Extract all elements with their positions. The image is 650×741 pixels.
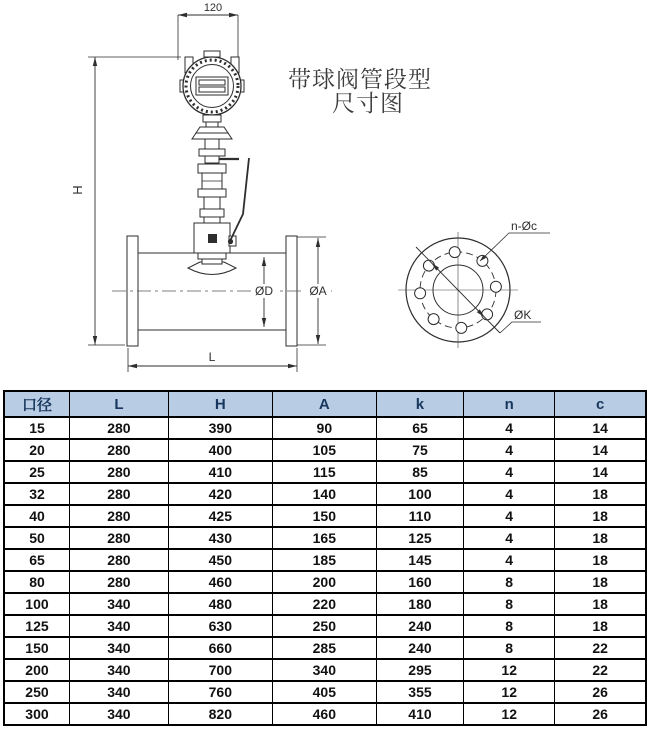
table-cell: 160 <box>376 571 463 593</box>
table-cell: 18 <box>555 571 646 593</box>
valve-lever-handle <box>230 158 249 241</box>
table-cell: 26 <box>555 681 646 703</box>
table-cell: 12 <box>464 681 555 703</box>
column-header: n <box>464 391 555 417</box>
dimension-table-header <box>4 391 646 417</box>
table-cell: 340 <box>69 637 168 659</box>
table-cell: 280 <box>69 461 168 483</box>
table-cell: 200 <box>272 571 376 593</box>
dim-label-n-Oc: n-Øc <box>511 219 538 233</box>
table-cell: 185 <box>272 549 376 571</box>
table-cell: 115 <box>272 461 376 483</box>
table-row <box>4 571 646 593</box>
table-row <box>4 461 646 483</box>
flange-face-view <box>398 219 550 348</box>
table-cell: 40 <box>4 505 69 527</box>
table-cell: 50 <box>4 527 69 549</box>
table-cell: 280 <box>69 417 168 439</box>
dim-label-OA: ØA <box>309 284 327 298</box>
column-header: k <box>376 391 463 417</box>
table-cell: 125 <box>376 527 463 549</box>
dimension-table-body <box>4 417 646 725</box>
table-cell: 390 <box>168 417 272 439</box>
table-cell: 150 <box>4 637 69 659</box>
table-cell: 85 <box>376 461 463 483</box>
table-cell: 80 <box>4 571 69 593</box>
table-cell: 280 <box>69 439 168 461</box>
dimension-table <box>3 390 647 726</box>
table-cell: 4 <box>464 505 555 527</box>
table-cell: 280 <box>69 571 168 593</box>
table-cell: 240 <box>376 637 463 659</box>
dim-label-L: L <box>208 350 216 364</box>
table-cell: 15 <box>4 417 69 439</box>
column-header: L <box>69 391 168 417</box>
dim-label-OD: ØD <box>255 284 273 298</box>
dim-label-OK: ØK <box>514 308 532 322</box>
table-cell: 820 <box>168 703 272 725</box>
table-cell: 18 <box>555 483 646 505</box>
table-cell: 660 <box>168 637 272 659</box>
table-cell: 760 <box>168 681 272 703</box>
table-cell: 4 <box>464 461 555 483</box>
table-cell: 12 <box>464 659 555 681</box>
dim-label-120: 120 <box>203 2 223 14</box>
table-cell: 280 <box>69 505 168 527</box>
table-cell: 75 <box>376 439 463 461</box>
table-cell: 150 <box>272 505 376 527</box>
table-cell: 300 <box>4 703 69 725</box>
table-cell: 180 <box>376 593 463 615</box>
table-cell: 410 <box>168 461 272 483</box>
table-cell: 220 <box>272 593 376 615</box>
table-cell: 280 <box>69 549 168 571</box>
table-cell: 65 <box>376 417 463 439</box>
table-cell: 22 <box>555 659 646 681</box>
table-cell: 100 <box>4 593 69 615</box>
table-cell: 4 <box>464 549 555 571</box>
table-cell: 105 <box>272 439 376 461</box>
table-cell: 32 <box>4 483 69 505</box>
title-line-2: 尺寸图 <box>332 90 404 116</box>
table-cell: 25 <box>4 461 69 483</box>
drawing-title <box>288 66 432 116</box>
table-cell: 280 <box>69 527 168 549</box>
dimension-L <box>128 348 297 372</box>
table-cell: 14 <box>555 439 646 461</box>
table-row <box>4 527 646 549</box>
table-cell: 8 <box>464 593 555 615</box>
table-cell: 18 <box>555 593 646 615</box>
table-cell: 140 <box>272 483 376 505</box>
table-cell: 250 <box>4 681 69 703</box>
table-row <box>4 549 646 571</box>
table-cell: 340 <box>272 659 376 681</box>
title-line-1: 带球阀管段型 <box>288 66 432 92</box>
table-cell: 8 <box>464 571 555 593</box>
table-cell: 4 <box>464 483 555 505</box>
table-cell: 295 <box>376 659 463 681</box>
table-cell: 420 <box>168 483 272 505</box>
table-cell: 14 <box>555 417 646 439</box>
table-cell: 280 <box>69 483 168 505</box>
table-cell: 340 <box>69 615 168 637</box>
table-cell: 100 <box>376 483 463 505</box>
table-cell: 145 <box>376 549 463 571</box>
table-cell: 355 <box>376 681 463 703</box>
table-cell: 340 <box>69 593 168 615</box>
column-header: 口径 <box>4 391 69 417</box>
table-cell: 18 <box>555 527 646 549</box>
table-cell: 425 <box>168 505 272 527</box>
table-cell: 65 <box>4 549 69 571</box>
table-cell: 18 <box>555 615 646 637</box>
table-cell: 4 <box>464 439 555 461</box>
table-cell: 250 <box>272 615 376 637</box>
table-cell: 26 <box>555 703 646 725</box>
table-cell: 4 <box>464 417 555 439</box>
table-cell: 18 <box>555 505 646 527</box>
table-cell: 4 <box>464 527 555 549</box>
table-row <box>4 483 646 505</box>
table-cell: 22 <box>555 637 646 659</box>
table-row <box>4 505 646 527</box>
column-header: A <box>272 391 376 417</box>
table-row <box>4 703 646 725</box>
table-row <box>4 659 646 681</box>
table-cell: 405 <box>272 681 376 703</box>
table-cell: 8 <box>464 637 555 659</box>
table-cell: 110 <box>376 505 463 527</box>
table-cell: 630 <box>168 615 272 637</box>
table-row <box>4 439 646 461</box>
table-cell: 14 <box>555 461 646 483</box>
table-cell: 125 <box>4 615 69 637</box>
table-cell: 460 <box>168 571 272 593</box>
table-cell: 12 <box>464 703 555 725</box>
table-cell: 400 <box>168 439 272 461</box>
table-row <box>4 681 646 703</box>
table-cell: 700 <box>168 659 272 681</box>
transmitter-head <box>180 51 244 139</box>
table-cell: 18 <box>555 549 646 571</box>
dimension-OA <box>297 237 331 345</box>
valve-stack <box>194 139 249 264</box>
table-row <box>4 593 646 615</box>
table-cell: 200 <box>4 659 69 681</box>
table-cell: 8 <box>464 615 555 637</box>
table-cell: 20 <box>4 439 69 461</box>
table-cell: 460 <box>272 703 376 725</box>
table-cell: 285 <box>272 637 376 659</box>
table-row <box>4 417 646 439</box>
table-row <box>4 615 646 637</box>
table-cell: 340 <box>69 681 168 703</box>
table-row <box>4 637 646 659</box>
table-cell: 430 <box>168 527 272 549</box>
column-header: H <box>168 391 272 417</box>
column-header: c <box>555 391 646 417</box>
table-cell: 340 <box>69 659 168 681</box>
table-cell: 90 <box>272 417 376 439</box>
table-cell: 340 <box>69 703 168 725</box>
table-cell: 165 <box>272 527 376 549</box>
table-cell: 410 <box>376 703 463 725</box>
table-cell: 450 <box>168 549 272 571</box>
table-header-row <box>4 391 646 417</box>
table-cell: 240 <box>376 615 463 637</box>
dim-label-H: H <box>70 185 85 195</box>
table-cell: 480 <box>168 593 272 615</box>
